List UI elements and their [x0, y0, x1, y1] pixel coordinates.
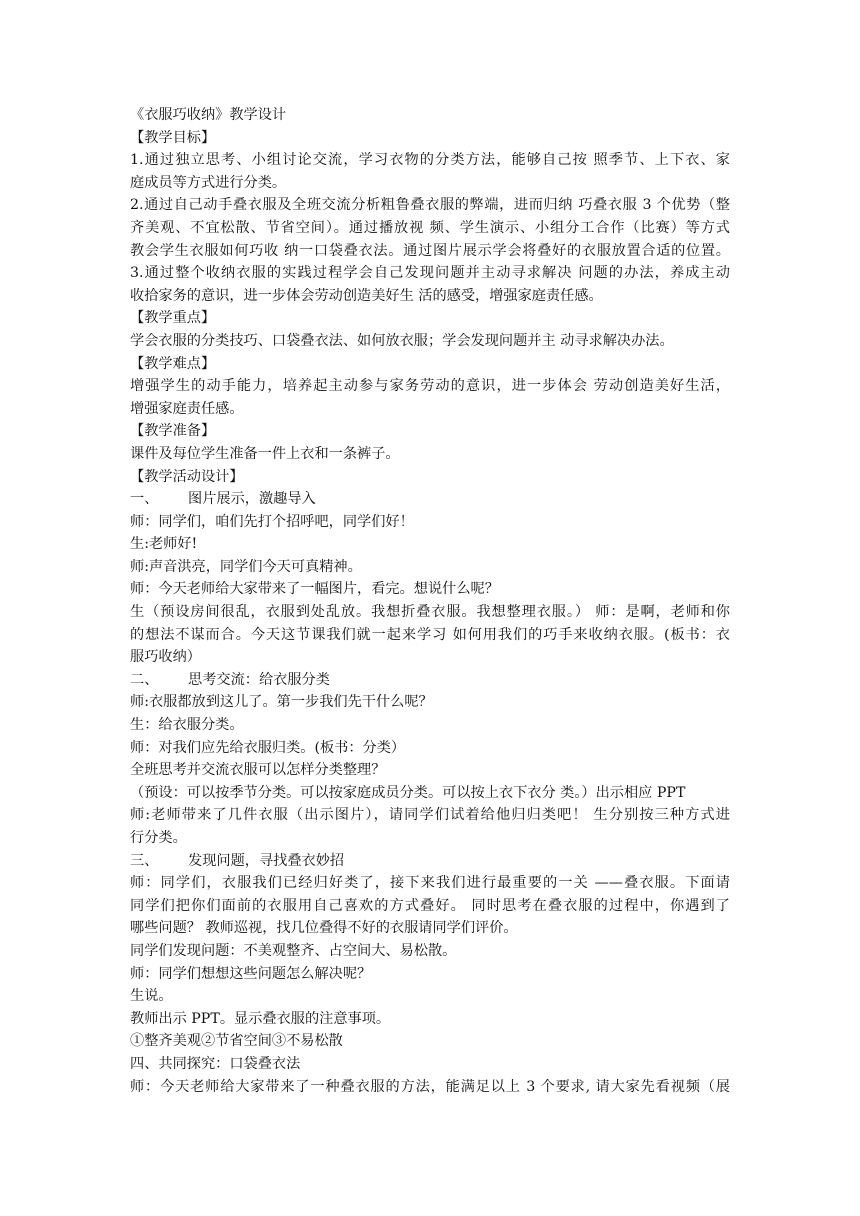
step-1-line: 师:声音洪亮，同学们今天可真精神。 — [130, 558, 362, 575]
step-3-line: 生说。 — [130, 988, 173, 1005]
step-2-line: 行分类。 — [130, 830, 187, 846]
step-2-line: （预设：可以按季节分类。可以按家庭成员分类。可以按上衣下衣分 类。）出示相应 PPT — [130, 784, 686, 801]
goal-2-line-2: 齐美观、不宜松散、节省空间）。通过播放视 频、学生演示、小组分工合作（比赛）等方式 — [130, 219, 730, 236]
step-1-line: 师：今天老师给大家带来了一幅图片，看完。想说什么呢？ — [130, 581, 499, 598]
step-3-line: ①整齐美观②节省空间③不易松散 — [130, 1033, 343, 1050]
goal-1-line-2: 庭成员等方式进行分类。 — [130, 174, 287, 191]
step-1-line: 服巧收纳） — [130, 649, 201, 666]
step-1-line: 生（预设房间很乱，衣服到处乱放。我想折叠衣服。我想整理衣服。） 师：是啊，老师和你 — [130, 604, 730, 621]
step-3-line: 师：同学们，衣服我们已经归好类了，接下来我们进行最重要的一关 ——叠衣服。下面请 — [130, 875, 730, 892]
key-points-text: 学会衣服的分类技巧、口袋叠衣法、如何放衣服；学会发现问题并主 动寻求解决办法。 — [130, 332, 674, 349]
step-4-line: 师：今天老师给大家带来了一种叠衣服的方法，能满足以上 3 个要求, 请大家先看视频（展 — [130, 1078, 730, 1095]
step-2-line: 全班思考并交流衣服可以怎样分类整理？ — [130, 762, 386, 779]
step-3-title: 发现问题，寻找叠衣妙招 — [188, 852, 345, 869]
goals-heading: 【教学目标】 — [130, 129, 216, 146]
step-1-heading — [130, 488, 730, 511]
goal-2-line-3: 教会学生衣服如何巧收 纳一口袋叠衣法。通过图片展示学会将叠好的衣服放置合适的位置。 — [130, 242, 730, 259]
step-1-title: 图片展示，激趣导入 — [188, 491, 316, 508]
preparation-heading: 【教学准备】 — [130, 423, 216, 440]
document-body — [130, 104, 730, 1098]
step-2-line: 生：给衣服分类。 — [130, 717, 244, 734]
goal-2-line-1: 2.通过自己动手叠衣服及全班交流分析粗鲁叠衣服的弊端，进而归纳 巧叠衣服 3 个优势（整 — [130, 197, 730, 214]
key-points-heading: 【教学重点】 — [130, 310, 216, 327]
step-1-number: 一、 — [130, 491, 159, 508]
step-3-line: 哪些问题？ 教师巡视，找几位叠得不好的衣服请同学们评价。 — [130, 920, 518, 937]
step-3-line: 师：同学们想想这些问题怎么解决呢？ — [130, 965, 372, 982]
step-1-line: 师：同学们，咱们先打个招呼吧，同学们好！ — [130, 513, 414, 530]
step-2-line: 师:衣服都放到这儿了。第一步我们先干什么呢？ — [130, 694, 433, 711]
step-3-line: 同学们把你们面前的衣服用自己喜欢的方式叠好。 同时思考在叠衣服的过程中，你遇到了 — [130, 897, 730, 914]
difficulty-heading: 【教学难点】 — [130, 355, 216, 372]
step-3-line: 教师出示 PPT。显示叠衣服的注意事项。 — [130, 1010, 391, 1027]
step-2-heading — [130, 669, 730, 692]
step-2-line: 师：对我们应先给衣服归类。(板书：分类） — [130, 739, 406, 756]
step-1-line: 生:老师好! — [130, 536, 198, 553]
step-2-line: 师:老师带来了几件衣服（出示图片），请同学们试着给他归归类吧！ 生分别按三种方式进 — [130, 807, 730, 824]
step-2-number: 二、 — [130, 671, 159, 688]
difficulty-line-2: 增强家庭责任感。 — [130, 400, 244, 417]
goal-3-line-1: 3.通过整个收纳衣服的实践过程学会自己发现问题并主动寻求解决 问题的办法，养成主动 — [130, 265, 730, 282]
goal-1-line-1: 1.通过独立思考、小组讨论交流，学习衣物的分类方法，能够自己按 照季节、上下衣、家 — [130, 152, 730, 169]
step-3-heading — [130, 850, 730, 873]
preparation-text: 课件及每位学生准备一件上衣和一条裤子。 — [130, 445, 400, 462]
difficulty-line-1: 增强学生的动手能力，培养起主动参与家务劳动的意识，进一步体会 劳动创造美好生活， — [130, 378, 730, 395]
step-2-title: 思考交流：给衣服分类 — [188, 671, 330, 688]
activity-heading: 【教学活动设计】 — [130, 468, 244, 485]
document-title: 《衣服巧收纳》教学设计 — [130, 107, 287, 123]
step-3-line: 同学们发现问题：不美观整齐、占空间大、易松散。 — [130, 942, 457, 959]
step-1-line: 的想法不谋而合。今天这节课我们就一起来学习 如何用我们的巧手来收纳衣服。(板书：衣 — [130, 626, 730, 643]
step-4-heading: 四、共同探究：口袋叠衣法 — [130, 1055, 301, 1072]
goal-3-line-2: 收拾家务的意识，进一步体会劳动创造美好生 活的感受，增强家庭责任感。 — [130, 287, 603, 304]
step-3-number: 三、 — [130, 852, 159, 869]
